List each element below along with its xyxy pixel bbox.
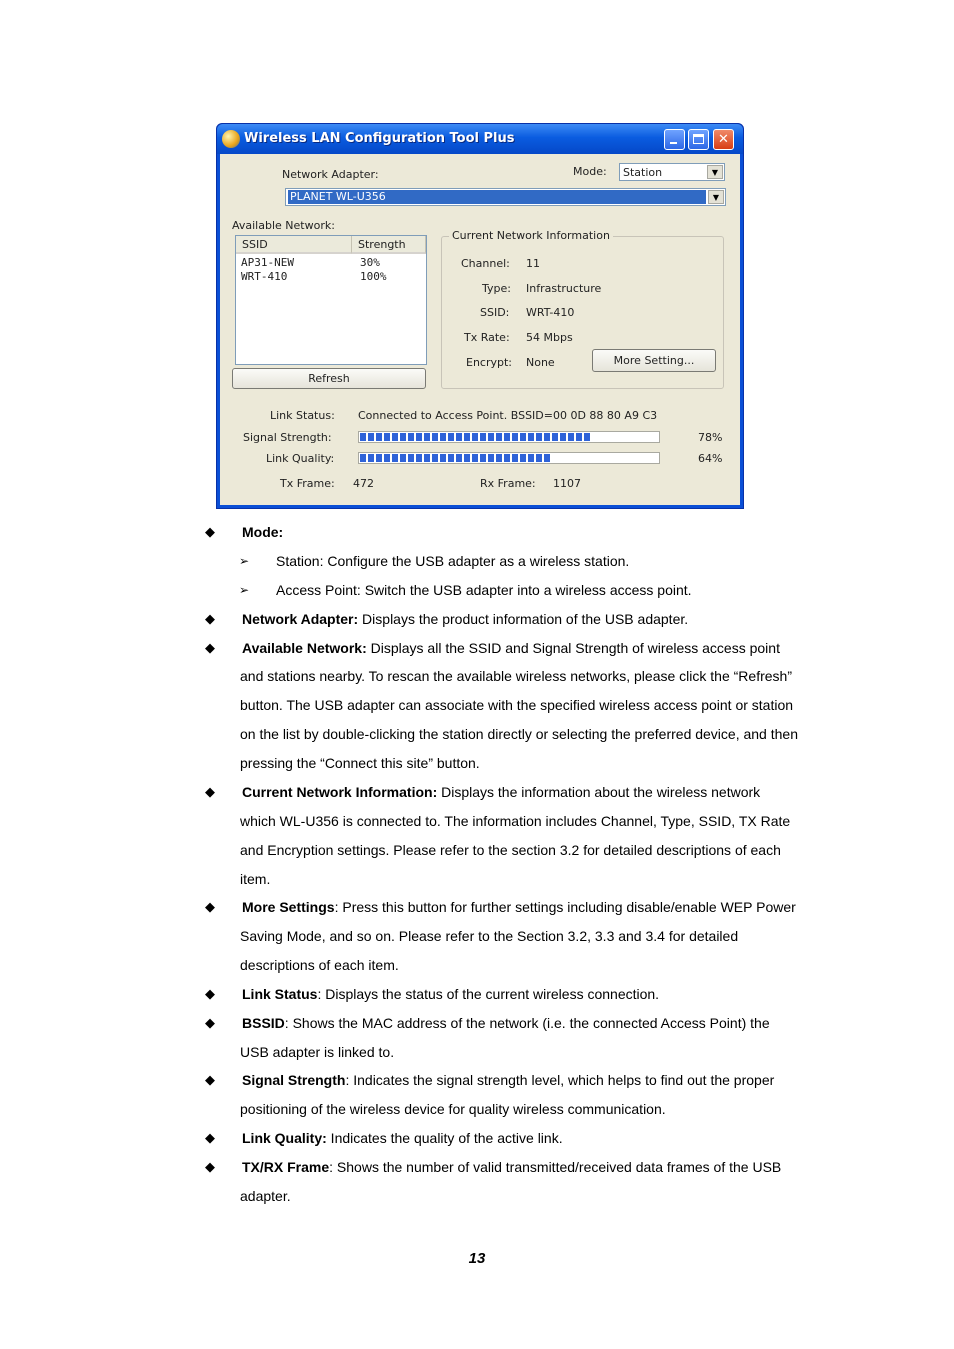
arrow-bullet-icon: ➢ <box>239 583 250 597</box>
more-line-1: : Press this button for further settings including disable/enable WEP Power <box>334 899 796 915</box>
channel-label: Channel: <box>461 257 510 270</box>
link-status-label: Link Status: <box>270 409 335 422</box>
window-title: Wireless LAN Configuration Tool Plus <box>244 131 515 146</box>
list-item-strength: 100% <box>360 270 387 283</box>
encrypt-value: None <box>526 356 555 369</box>
bullet-diamond-icon: ◆ <box>205 1072 215 1087</box>
signal-paragraph <box>242 1072 774 1088</box>
available-paragraph <box>242 640 780 656</box>
signal-title: Signal Strength <box>242 1072 346 1088</box>
mode-select-value: Station <box>623 166 663 179</box>
adapter-text: Displays the product information of the USB adapter. <box>358 611 689 627</box>
bullet-diamond-icon: ◆ <box>205 1130 215 1145</box>
mode-title: Mode: <box>242 524 284 540</box>
link-quality-label: Link Quality: <box>266 452 335 465</box>
signal-line-2: positioning of the wireless device for quality wireless communication. <box>240 1101 666 1117</box>
link-status-value: Connected to Access Point. BSSID=00 0D 88 80 A9 C3 <box>358 409 658 422</box>
available-line-1: Displays all the SSID and Signal Strength of wireless access point <box>366 640 780 656</box>
current-line-2: which WL-U356 is connected to. The information includes Channel, Type, SSID, TX Rate <box>240 813 791 829</box>
signal-strength-label: Signal Strength: <box>243 431 332 444</box>
quality-text: Indicates the quality of the active link. <box>326 1130 563 1146</box>
mode-station-text: Station: Configure the USB adapter as a wireless station. <box>276 553 630 569</box>
type-label: Type: <box>482 282 511 295</box>
bssid-title: BSSID <box>242 1015 285 1031</box>
current-network-info-legend: Current Network Information <box>449 229 613 242</box>
rx-frame-label: Rx Frame: <box>480 477 536 490</box>
quality-paragraph <box>242 1130 563 1146</box>
tx-frame-value: 472 <box>353 477 374 490</box>
refresh-button[interactable]: Refresh <box>232 368 426 389</box>
tx-frame-label: Tx Frame: <box>280 477 335 490</box>
ssid-label: SSID: <box>480 306 510 319</box>
network-adapter-value: PLANET WL-U356 <box>288 190 706 204</box>
list-item-ssid: AP31-NEW <box>241 256 294 269</box>
more-line-2: Saving Mode, and so on. Please refer to the Section 3.2, 3.3 and 3.4 for detailed <box>240 928 739 944</box>
quality-title: Link Quality: <box>242 1130 327 1146</box>
adapter-paragraph <box>242 611 688 627</box>
tx-rate-value: 54 Mbps <box>526 331 573 344</box>
list-item-ssid: WRT-410 <box>241 270 288 283</box>
current-line-4: item. <box>240 871 271 887</box>
bullet-diamond-icon: ◆ <box>205 784 215 799</box>
bullet-diamond-icon: ◆ <box>205 611 215 626</box>
page-number: 13 <box>468 1250 486 1267</box>
bullet-diamond-icon: ◆ <box>205 899 215 914</box>
available-line-4: on the list by double-clicking the station directly or selecting the preferred device, and then <box>240 726 798 742</box>
adapter-title: Network Adapter: <box>242 611 359 627</box>
current-paragraph <box>242 784 760 800</box>
bullet-diamond-icon: ◆ <box>205 640 215 655</box>
bullet-diamond-icon: ◆ <box>205 1015 215 1030</box>
current-title: Current Network Information: <box>242 784 438 800</box>
close-icon: ✕ <box>718 132 729 147</box>
bullet-diamond-icon: ◆ <box>205 986 215 1001</box>
chevron-down-icon[interactable]: ▼ <box>707 165 723 179</box>
more-line-3: descriptions of each item. <box>240 957 399 973</box>
type-value: Infrastructure <box>526 282 602 295</box>
txrx-line-2: adapter. <box>240 1188 291 1204</box>
bssid-line-2: USB adapter is linked to. <box>240 1044 395 1060</box>
available-line-2: and stations nearby. To rescan the available wireless networks, please click the “Refresh” <box>240 668 792 684</box>
bullet-diamond-icon: ◆ <box>205 1159 215 1174</box>
tx-rate-label: Tx Rate: <box>464 331 510 344</box>
current-line-3: and Encryption settings. Please refer to the section 3.2 for detailed descriptions of each <box>240 842 781 858</box>
network-adapter-label: Network Adapter: <box>282 168 379 181</box>
mode-heading <box>242 524 283 540</box>
available-line-5: pressing the “Connect this site” button. <box>240 755 480 771</box>
bullet-diamond-icon: ◆ <box>205 524 215 539</box>
list-item-strength: 30% <box>360 256 380 269</box>
column-header-strength[interactable]: Strength <box>352 236 426 254</box>
available-title: Available Network: <box>242 640 367 656</box>
bssid-line-1: : Shows the MAC address of the network (i.e. the connected Access Point) the <box>284 1015 770 1031</box>
link-status-text: : Displays the status of the current wireless connection. <box>317 986 660 1002</box>
available-network-label: Available Network: <box>232 219 335 232</box>
signal-strength-value: 78% <box>698 431 723 444</box>
signal-line-1: : Indicates the signal strength level, which helps to find out the proper <box>345 1072 775 1088</box>
more-title: More Settings <box>242 899 335 915</box>
mode-label: Mode: <box>573 165 607 178</box>
encrypt-label: Encrypt: <box>466 356 513 369</box>
ssid-value: WRT-410 <box>526 306 575 319</box>
txrx-line-1: : Shows the number of valid transmitted/received data frames of the USB <box>329 1159 782 1175</box>
link-quality-value: 64% <box>698 452 723 465</box>
available-line-3: button. The USB adapter can associate with the specified wireless access point or station <box>240 697 794 713</box>
channel-value: 11 <box>526 257 540 270</box>
txrx-title: TX/RX Frame <box>242 1159 330 1175</box>
more-paragraph <box>242 899 796 915</box>
link-status-paragraph <box>242 986 659 1002</box>
more-setting-button[interactable]: More Setting... <box>592 349 716 372</box>
arrow-bullet-icon: ➢ <box>239 554 250 568</box>
bssid-paragraph <box>242 1015 770 1031</box>
rx-frame-value: 1107 <box>553 477 581 490</box>
column-header-ssid[interactable]: SSID <box>236 236 352 254</box>
chevron-down-icon[interactable]: ▼ <box>708 190 724 204</box>
link-status-title: Link Status <box>242 986 318 1002</box>
current-line-1: Displays the information about the wireless network <box>437 784 761 800</box>
txrx-paragraph <box>242 1159 781 1175</box>
mode-ap-text: Access Point: Switch the USB adapter into a wireless access point. <box>276 582 692 598</box>
